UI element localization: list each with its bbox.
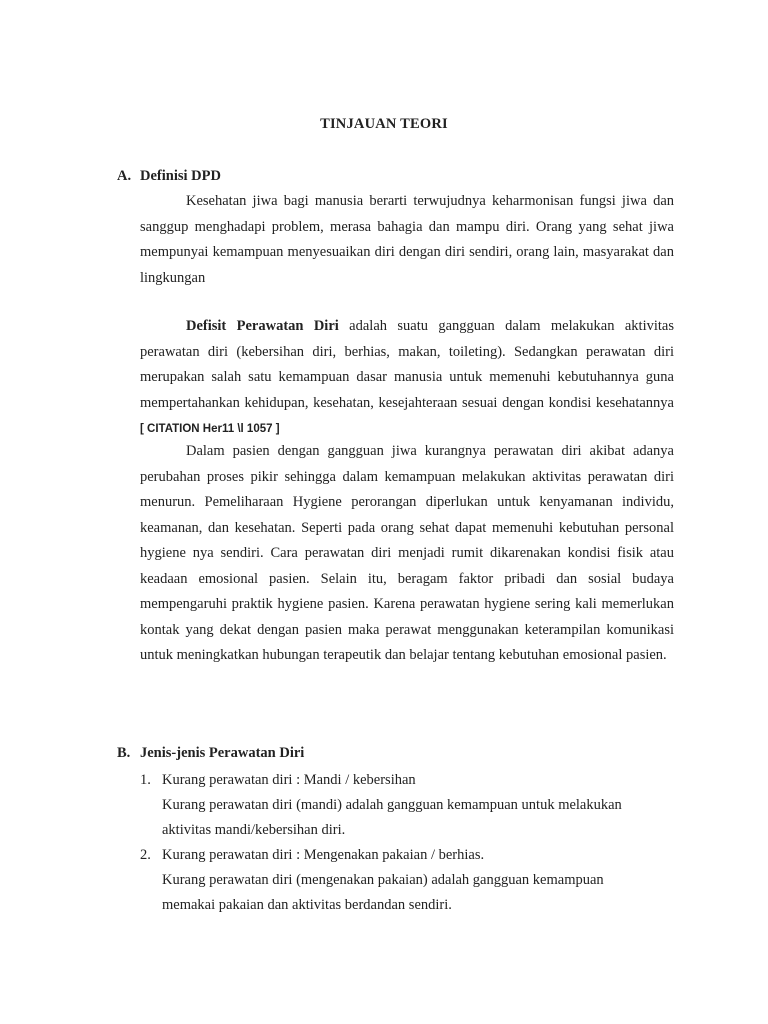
section-a-title: Definisi DPD (140, 168, 221, 184)
perawatan-diri-list (140, 768, 680, 918)
section-a-letter: A. (117, 168, 132, 184)
list-item-description: Kurang perawatan diri (mengenakan pakaian) adalah gangguan kemampuan (162, 872, 604, 888)
section-b-heading (117, 745, 304, 762)
section-b-letter: B. (117, 745, 131, 761)
list-item (140, 843, 680, 918)
list-item-description-cont: aktivitas mandi/kebersihan diri. (162, 822, 346, 838)
term-defisit-perawatan-diri: Defisit Perawatan Diri (186, 318, 339, 334)
list-item-description: Kurang perawatan diri (mandi) adalah gangguan kemampuan untuk melakukan (162, 797, 622, 813)
section-b-title: Jenis-jenis Perawatan Diri (140, 745, 305, 761)
section-a-paragraph-3: Dalam pasien dengan gangguan jiwa kurangnya perawatan diri akibat adanya perubahan proses pikir sehingga dalam kemampuan melakukan aktivitas perawatan diri menurun. Pemeliharaan Hygiene perorangan diperlukan untuk kenyamanan individu, keamanan, dan kesehatan. Seperti pada orang sehat dapat memenuhi kebutuhan personal hygiene nya sendiri. Cara perawatan diri menjadi rumit dikarenakan kondisi fisik atau keadaan emosional pasien. Selain itu, beragam faktor pribadi dan sosial budaya mempengaruhi praktik hygiene pasien. Karena perawatan hygiene sering kali memerlukan kontak yang dekat dengan pasien maka perawat menggunakan keterampilan komunikasi untuk meningkatkan hubungan terapeutik dan belajar tentang kebutuhan emosional pasien. (140, 443, 674, 663)
list-item-title: Kurang perawatan diri : Mandi / kebersihan (162, 772, 416, 788)
section-a-heading (117, 168, 221, 185)
list-item-number: 2. (140, 847, 151, 863)
section-a-paragraph-2 (140, 314, 674, 443)
list-item-title: Kurang perawatan diri : Mengenakan pakaian / berhias. (162, 847, 485, 863)
section-a-paragraph-1: Kesehatan jiwa bagi manusia berarti terwujudnya keharmonisan fungsi jiwa dan sanggup menghadapi problem, merasa bahagia dan mampu diri. Orang yang sehat jiwa mempunyai kemampuan menyesuaikan diri dengan diri sendiri, orang lain, masyarakat dan lingkungan (140, 193, 674, 286)
list-item-description-cont: memakai pakaian dan aktivitas berdandan sendiri. (162, 897, 452, 913)
list-item (140, 768, 680, 843)
list-item-number: 1. (140, 772, 151, 788)
citation-field: [ CITATION Her11 \l 1057 ] (140, 423, 280, 435)
paragraph-2-text: adalah suatu gangguan dalam melakukan aktivitas perawatan diri (kebersihan diri, berhias, makan, toileting). Sedangkan perawatan diri merupakan salah satu kemampuan dasar manusia untuk memenuhi kebutuhannya guna mempertahankan kehidupan, kesehatan, kesejahteraan sesuai dengan kondisi kesehatannya (140, 318, 674, 411)
document-title: TINJAUAN TEORI (320, 116, 448, 132)
